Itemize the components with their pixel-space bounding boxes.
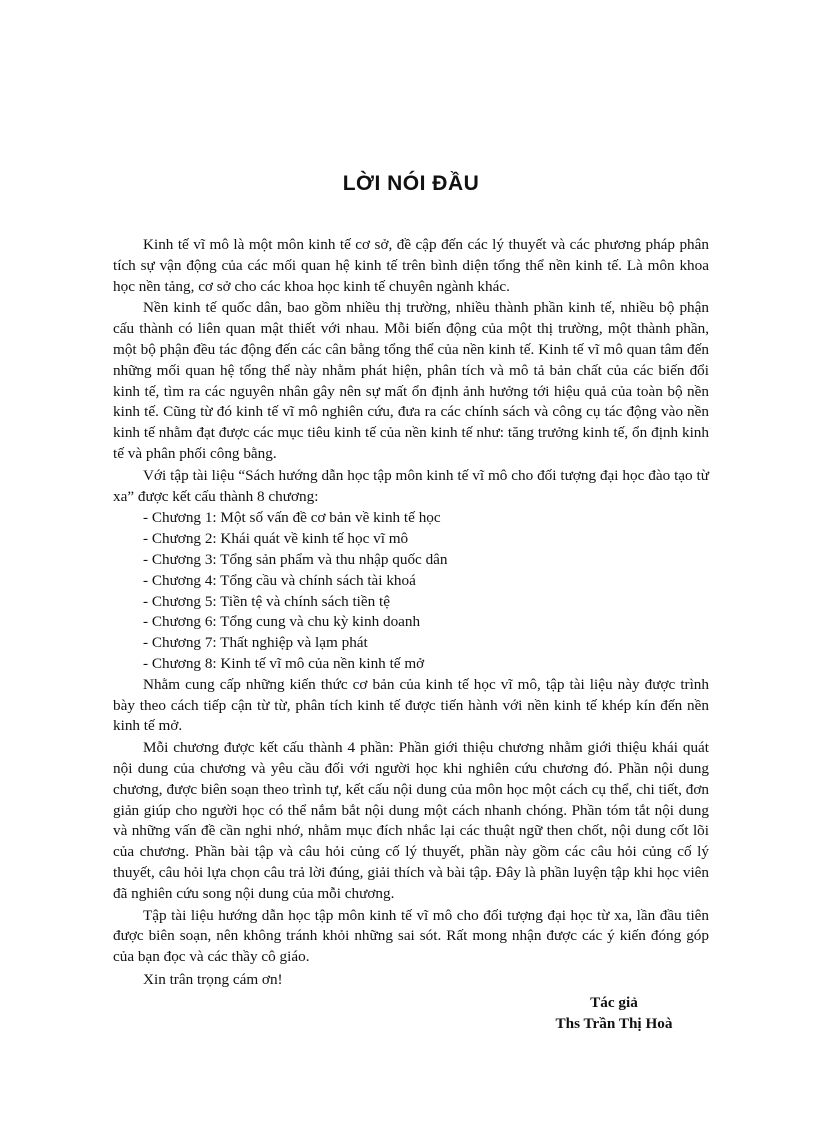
intro-paragraph-2: Nền kinh tế quốc dân, bao gồm nhiều thị trường, nhiều thành phần kinh tế, nhiều bộ phận cấu thành có liên quan mật thiết với nhau. Mỗi biến động của một thị trường, một thành phần, một bộ phận đều tác động đến các cân bằng tổng thể của nền kinh tế. Kinh tế vĩ mô quan tâm đến những mối quan hệ tổng thể này nhằm phát hiện, phân tích và mô tả bản chất của các biến đổi kinh tế, tìm ra các nguyên nhân gây nên sự mất ổn định ảnh hưởng tới hiệu quả của toàn bộ nền kinh tế. Cũng từ đó kinh tế vĩ mô nghiên cứu, đưa ra các chính sách và công cụ tác động vào nền kinh tế nhằm đạt được các mục tiêu kinh tế của nền kinh tế như: tăng trưởng kinh tế, ổn định kinh tế và phân phối công bằng. [113,299,709,462]
page-title: LỜI NÓI ĐẦU [342,172,480,195]
intro-paragraph-1: Kinh tế vĩ mô là một môn kinh tế cơ sở, đề cập đến các lý thuyết và các phương pháp phân tích sự vận động của các mối quan hệ kinh tế trên bình diện tổng thể nền kinh tế. Là môn khoa học nền tảng, cơ sở cho các khoa học kinh tế chuyên ngành khác. [113,236,709,295]
chapter-item-3: - Chương 3: Tổng sản phẩm và thu nhập quốc dân [143,550,448,568]
document-body [113,235,709,1035]
outro-paragraph-3: Tập tài liệu hướng dẫn học tập môn kinh tế vĩ mô cho đối tượng đại học từ xa, lần đầu tiên được biên soạn, nên không tránh khỏi những sai sót. Rất mong nhận được các ý kiến đóng góp của bạn đọc và các thầy cô giáo. [113,906,709,966]
chapter-item-1: - Chương 1: Một số vấn đề cơ bản về kinh tế học [143,509,441,527]
chapter-item-6: - Chương 6: Tổng cung và chu kỳ kinh doanh [143,613,421,631]
signature-block [519,993,709,1035]
chapter-item-8: - Chương 8: Kinh tế vĩ mô của nền kinh tế mở [143,654,425,672]
author-name: Ths Trần Thị Hoà [555,1014,673,1032]
closing-line: Xin trân trọng cám ơn! [143,970,283,988]
author-role: Tác giả [590,993,638,1011]
chapter-item-7: - Chương 7: Thất nghiệp và lạm phát [143,634,368,652]
chapter-item-5: - Chương 5: Tiền tệ và chính sách tiền tệ [143,592,390,610]
chapter-item-4: - Chương 4: Tổng cầu và chính sách tài khoá [143,571,416,589]
outro-paragraph-2: Mỗi chương được kết cấu thành 4 phần: Phần giới thiệu chương nhằm giới thiệu khái quát nội dung của chương và yêu cầu đối với người học khi nghiên cứu chương đó. Phần nội dung chương, được biên soạn theo trình tự, kết cấu nội dung của môn học một cách cụ thể, chi tiết, đơn giản giúp cho người học có thể nắm bắt nội dung một cách nhanh chóng. Phần tóm tắt nội dung và những vấn đề cần nghi nhớ, nhằm mục đích nhắc lại các thuật ngữ then chốt, nội dung cốt lõi của chương. Phần bài tập và câu hỏi củng cố lý thuyết, phần này gồm các câu hỏi củng cố lý thuyết, câu hỏi lựa chọn câu trả lời đúng, giải thích và bài tập. Đây là phần luyện tập khi học viên đã nghiên cứu song nội dung của mỗi chương. [113,739,709,902]
chapter-list [113,508,709,674]
outro-paragraph-1: Nhằm cung cấp những kiến thức cơ bản của kinh tế học vĩ mô, tập tài liệu này được trình bày theo cách tiếp cận từ từ, phân tích kinh tế được tiến hành với nền kinh tế khép kín đến nền kinh tế mở. [113,675,709,735]
chapter-item-2: - Chương 2: Khái quát về kinh tế học vĩ mô [143,530,409,548]
intro-paragraph-3: Với tập tài liệu “Sách hướng dẫn học tập môn kinh tế vĩ mô cho đối tượng đại học đào tạo từ xa” được kết cấu thành 8 chương: [113,466,709,505]
